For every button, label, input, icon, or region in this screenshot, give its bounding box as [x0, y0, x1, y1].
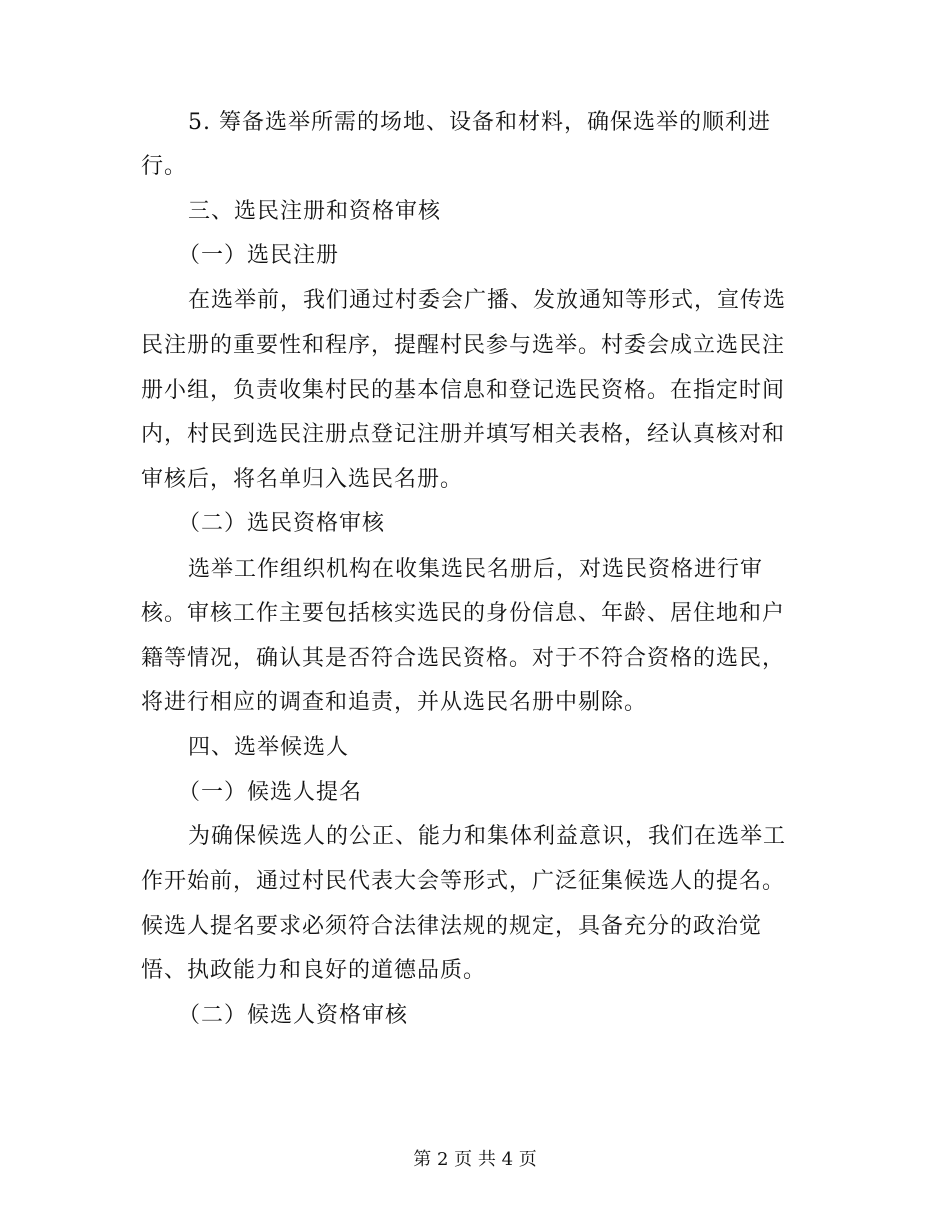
- subsection-heading: （二）候选人资格审核: [178, 1003, 409, 1028]
- text-line: 作开始前，通过村民代表大会等形式，广泛征集候选人的提名。: [141, 869, 786, 894]
- text-line: 将进行相应的调查和追责，并从选民名册中剔除。: [141, 690, 648, 715]
- text-line: 册小组，负责收集村民的基本信息和登记选民资格。在指定时间: [141, 378, 786, 403]
- text-line: 在选举前，我们通过村委会广播、发放通知等形式，宣传选: [188, 288, 787, 313]
- text-line: 核。审核工作主要包括核实选民的身份信息、年龄、居住地和户: [141, 601, 786, 626]
- text-line: 为确保候选人的公正、能力和集体利益意识，我们在选举工: [188, 824, 787, 849]
- text-line: 5. 筹备选举所需的场地、设备和材料，确保选举的顺利进: [188, 110, 771, 135]
- text-line: 选举工作组织机构在收集选民名册后，对选民资格进行审: [188, 557, 764, 582]
- subsection-heading: （二）选民资格审核: [178, 511, 386, 536]
- text-line: 行。: [141, 154, 188, 179]
- page-number-footer: 第 2 页 共 4 页: [413, 1149, 537, 1170]
- text-line: 悟、执政能力和良好的道德品质。: [141, 958, 487, 983]
- text-line: 内，村民到选民注册点登记注册并填写相关表格，经认真核对和: [141, 422, 786, 447]
- text-line: 审核后，将名单归入选民名册。: [141, 467, 464, 492]
- subsection-heading: （一）候选人提名: [178, 780, 363, 805]
- section-heading: 四、选举候选人: [188, 735, 350, 760]
- text-line: 候选人提名要求必须符合法律法规的规定，具备充分的政治觉: [141, 914, 763, 939]
- subsection-heading: （一）选民注册: [178, 243, 340, 268]
- text-line: 民注册的重要性和程序，提醒村民参与选举。村委会成立选民注: [141, 333, 786, 358]
- section-heading: 三、选民注册和资格审核: [188, 199, 442, 224]
- text-line: 籍等情况，确认其是否符合选民资格。对于不符合资格的选民，: [141, 646, 786, 671]
